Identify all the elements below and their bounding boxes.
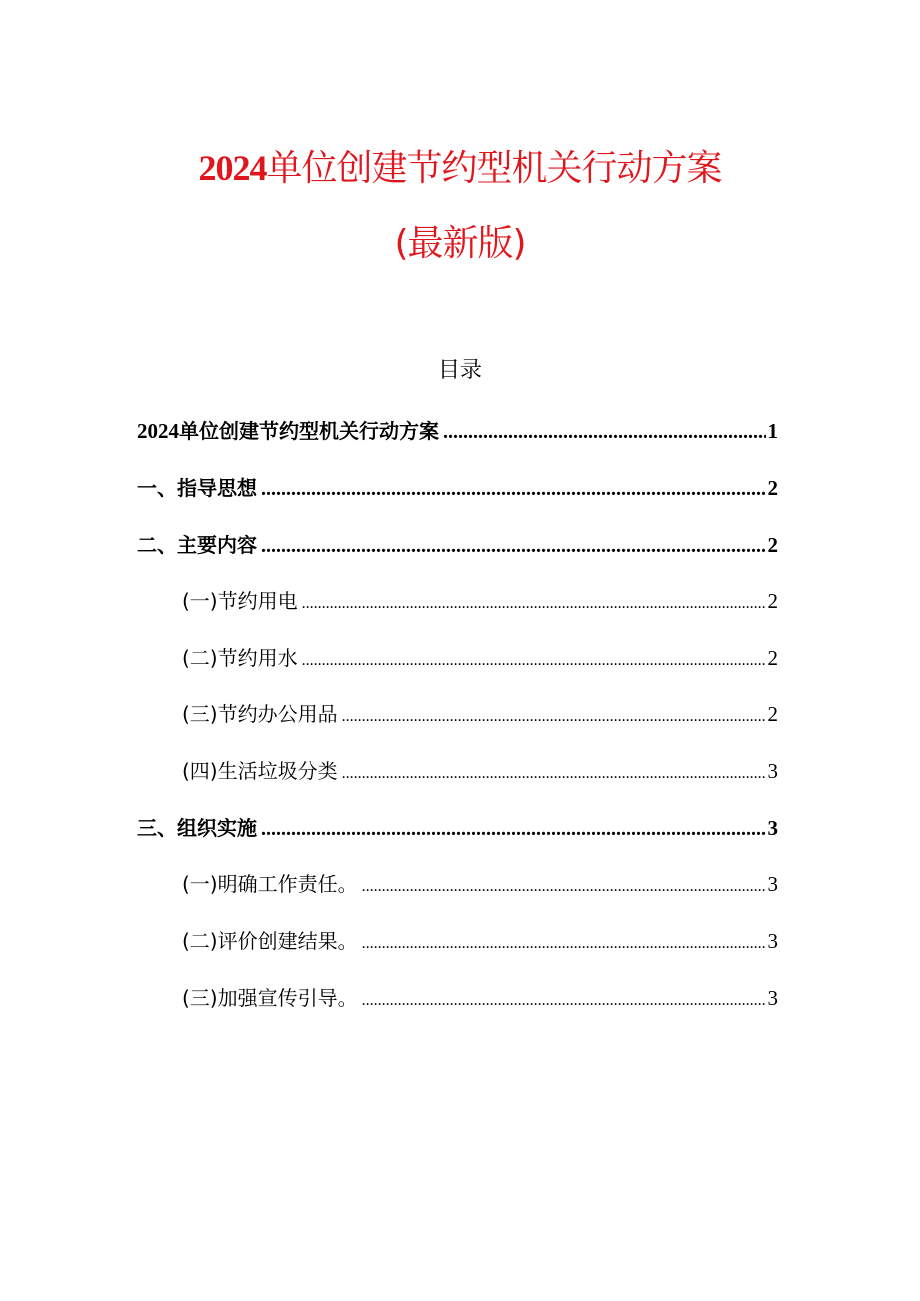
toc-entry-label <box>137 415 439 444</box>
toc-page-number: 3 <box>767 759 778 783</box>
toc-entry[interactable] <box>182 698 778 728</box>
toc-entry-label: (三)加强宣传引导。 <box>182 986 358 1010</box>
toc-entry-label: (三)节约办公用品 <box>182 702 338 726</box>
toc-entry-number: 2024 <box>137 419 179 443</box>
toc-entry-label: (一)明确工作责任。 <box>182 872 358 896</box>
toc-entry[interactable] <box>182 982 778 1012</box>
toc-entry[interactable] <box>182 868 778 898</box>
toc-entry-text: 单位创建节约型机关行动方案 <box>179 419 439 443</box>
toc-page-number: 3 <box>767 986 778 1010</box>
toc-leader-dots <box>342 765 766 783</box>
toc-leader-dots <box>443 421 766 444</box>
toc-page-number: 2 <box>767 589 778 613</box>
toc-entry-label: (四)生活垃圾分类 <box>182 759 338 783</box>
toc-page-number: 3 <box>767 872 778 896</box>
toc-entry-label: 一、指导思想 <box>137 476 257 500</box>
toc-leader-dots <box>261 818 766 841</box>
toc-leader-dots <box>302 595 766 613</box>
toc-leader-dots <box>362 878 766 896</box>
toc-leader-dots <box>362 992 766 1010</box>
toc-leader-dots <box>302 652 766 670</box>
toc-entry[interactable] <box>137 472 778 502</box>
toc-entry[interactable] <box>137 415 778 445</box>
toc-page-number: 3 <box>767 816 778 840</box>
toc-entry-label: 三、组织实施 <box>137 816 257 840</box>
toc-page-number: 2 <box>767 646 778 670</box>
toc-page-number: 2 <box>767 702 778 726</box>
toc-leader-dots <box>362 935 766 953</box>
toc-heading: 目录 <box>437 358 482 383</box>
toc-page-number: 2 <box>767 533 778 557</box>
toc-page-number: 2 <box>767 476 778 500</box>
toc-entry-label: 二、主要内容 <box>137 533 257 557</box>
toc-entry[interactable] <box>182 755 778 785</box>
toc-entry-label: (二)节约用水 <box>182 646 298 670</box>
toc-entry[interactable] <box>137 812 778 842</box>
toc-entry[interactable] <box>182 585 778 615</box>
toc-entry[interactable] <box>182 925 778 955</box>
document-subtitle: (最新版) <box>394 223 526 264</box>
toc-page-number: 3 <box>767 929 778 953</box>
toc-entry[interactable] <box>137 529 778 559</box>
title-number: 2024 <box>198 148 267 188</box>
toc-entry-label: (二)评价创建结果。 <box>182 929 358 953</box>
toc-entry-label: (一)节约用电 <box>182 589 298 613</box>
toc-entry[interactable] <box>182 642 778 672</box>
toc-leader-dots <box>261 478 766 501</box>
toc-page-number: 1 <box>767 419 778 443</box>
toc-leader-dots <box>261 535 766 558</box>
title-text: 单位创建节约型机关行动方案 <box>266 148 722 189</box>
toc-leader-dots <box>342 708 766 726</box>
